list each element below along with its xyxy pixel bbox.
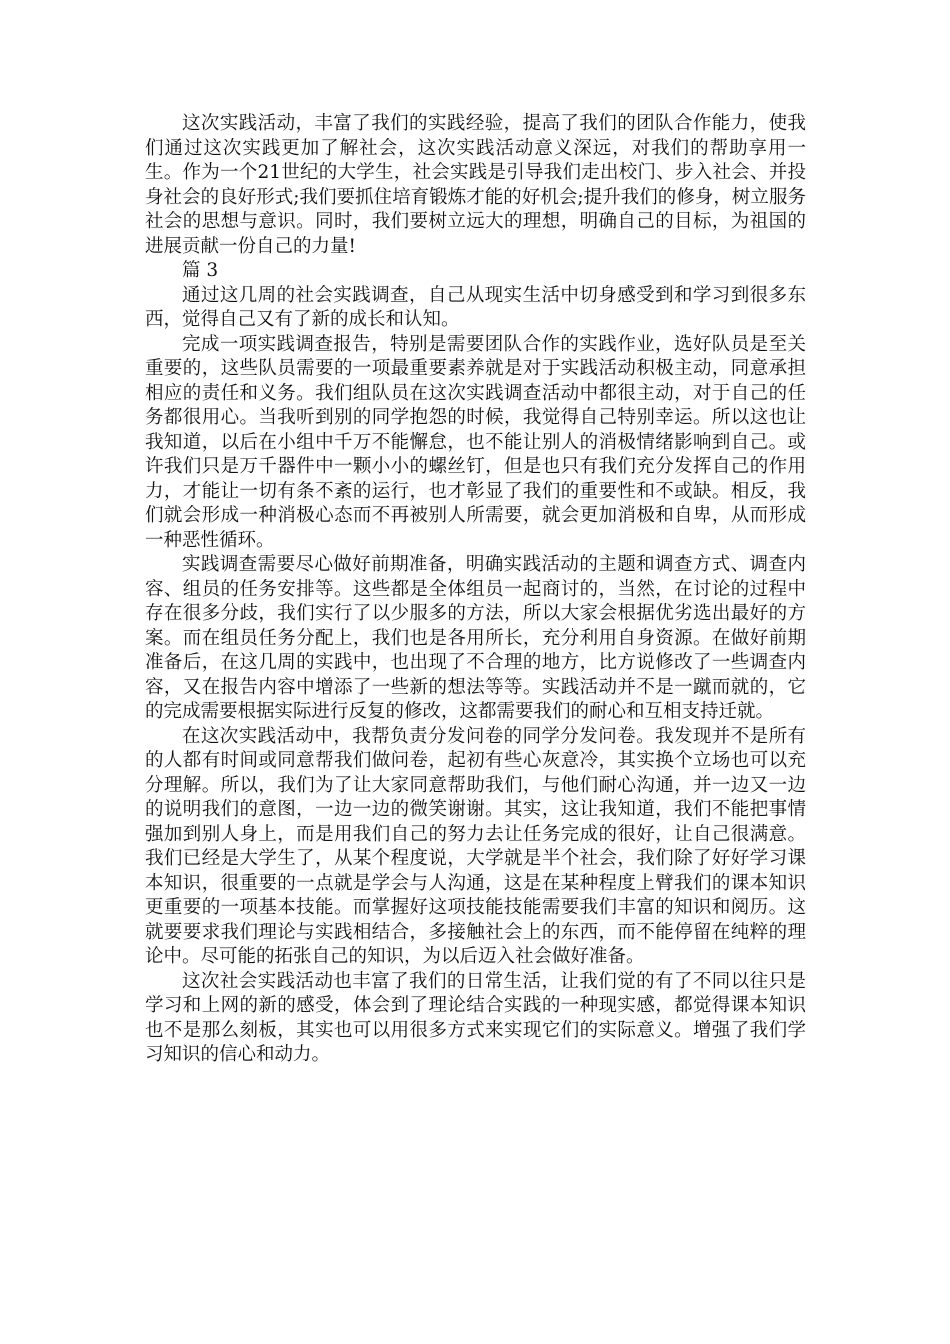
section-heading: 篇 3 [182,260,219,281]
paragraph: 这次社会实践活动也丰富了我们的日常生活，让我们觉的有了不同以往只是学习和上网的新的感受，体会到了理论结合实践的一种现实感，都觉得课本知识也不是那么刻板，其实也可以用很多方式来实现它们的实际意义。增强了我们学习知识的信心和动力。 [145,970,806,1065]
paragraph: 通过这几周的社会实践调查，自己从现实生活中切身感受到和学习到很多东西，觉得自己又有了新的成长和认知。 [145,284,806,330]
paragraph: 这次实践活动，丰富了我们的实践经验，提高了我们的团队合作能力，使我们通过这次实践更加了解社会，这次实践活动意义深远，对我们的帮助享用一生。作为一个21世纪的大学生，社会实践是引导我们走出校门、步入社会、并投身社会的良好形式;我们要抓住培育锻炼才能的好机会;提升我们的修身，树立服务社会的思想与意识。同时，我们要树立远大的理想，明确自己的目标，为祖国的进展贡献一份自己的力量! [145,113,806,257]
paragraph: 完成一项实践调查报告，特别是需要团队合作的实践作业，选好队员是至关重要的，这些队员需要的一项最重要素养就是对于实践活动积极主动，同意承担相应的责任和义务。我们组队员在这次实践调查活动中都很主动，对于自己的任务都很用心。当我听到别的同学抱怨的时候，我觉得自己特别幸运。所以这也让我知道，以后在小组中千万不能懈怠，也不能让别人的消极情绪影响到自己。或许我们只是万千器件中一颗小小的螺丝钉，但是也只有我们充分发挥自己的作用力，才能让一切有条不紊的运行，也才彰显了我们的重要性和不或缺。相反，我们就会形成一种消极心态而不再被别人所需要，就会更加消极和自卑，从而形成一种恶性循环。 [145,333,806,551]
paragraph: 在这次实践活动中，我帮负责分发问卷的同学分发问卷。我发现并不是所有的人都有时间或同意帮我们做问卷，起初有些心灰意冷，其实换个立场也可以充分理解。所以，我们为了让大家同意帮助我们，与他们耐心沟通，并一边又一边的说明我们的意图，一边一边的微笑谢谢。其实，这让我知道，我们不能把事情强加到别人身上，而是用我们自己的努力去让任务完成的很好，让自己很满意。我们已经是大学生了，从某个程度说，大学就是半个社会，我们除了好好学习课本知识，很重要的一点就是学会与人沟通，这是在某种程度上臂我们的课本知识更重要的一项基本技能。而掌握好这项技能技能需要我们丰富的知识和阅历。这就要要求我们理论与实践相结合，多接触社会上的东西，而不能停留在纯粹的理论中。尽可能的拓张自己的知识，为以后迈入社会做好准备。 [145,725,806,967]
document-body [145,112,806,1068]
paragraph: 实践调查需要尽心做好前期准备，明确实践活动的主题和调查方式、调查内容、组员的任务安排等。这些都是全体组员一起商讨的，当然，在讨论的过程中存在很多分歧，我们实行了以少服多的方法，所以大家会根据优劣选出最好的方案。而在组员任务分配上，我们也是各用所长，充分利用自身资源。在做好前期准备后，在这几周的实践中，也出现了不合理的地方，比方说修改了一些调查内容，又在报告内容中增添了一些新的想法等等。实践活动并不是一蹴而就的，它的完成需要根据实际进行反复的修改，这都需要我们的耐心和互相支持迁就。 [145,554,806,722]
